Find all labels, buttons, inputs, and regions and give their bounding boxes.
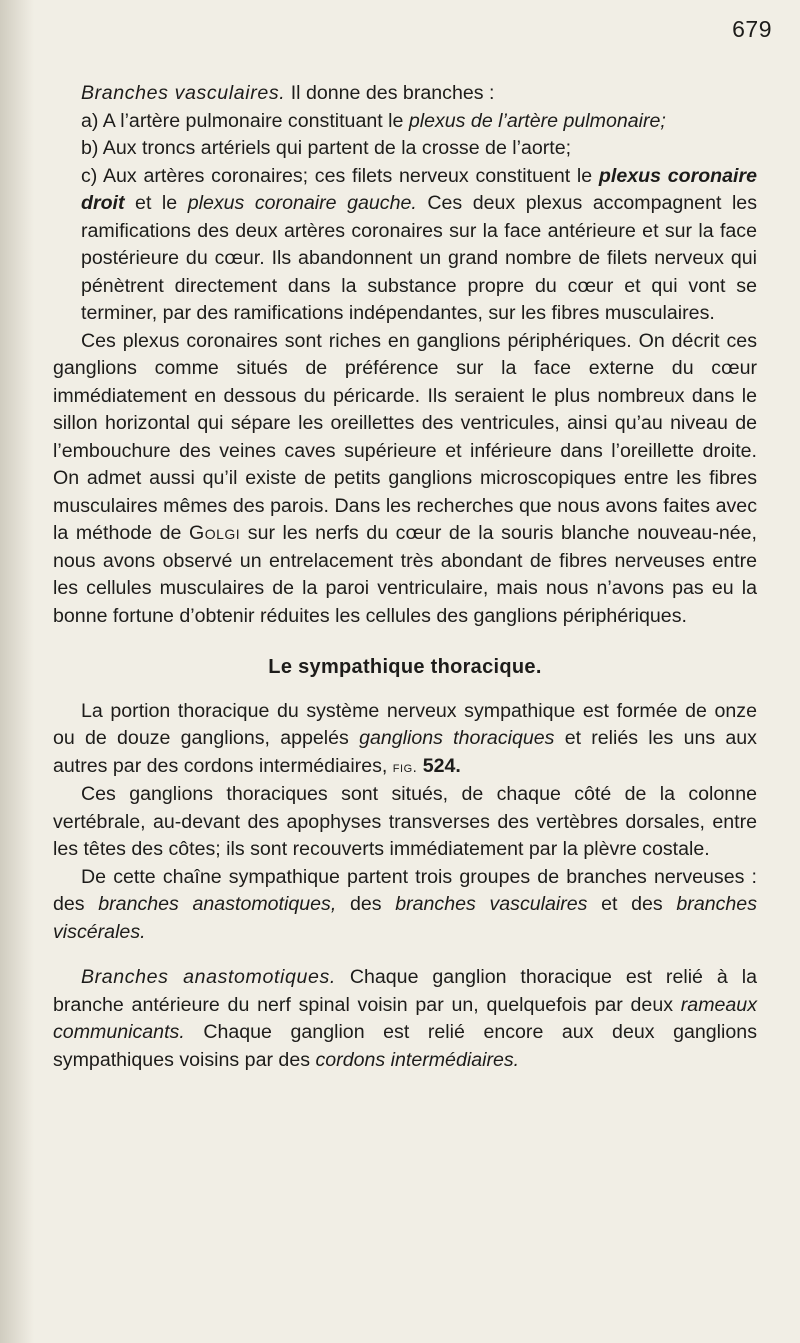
text-run: plexus coronaire gauche. (187, 192, 417, 214)
text-run: Chaque ganglion thoracique est relié à la branche antérieure du nerf spinal voisin par un, quelquefois par deux (53, 966, 757, 1016)
text-run: ganglions thoraciques (359, 727, 555, 749)
text-run: branches vasculaires (395, 893, 588, 915)
page-number: 679 (732, 16, 772, 42)
text-run: Il donne des branches : (285, 82, 495, 104)
paragraph (53, 328, 757, 631)
text-run: 524. (417, 754, 461, 777)
paragraph (53, 80, 757, 108)
text-run: branches anastomotiques, (98, 893, 337, 915)
page-text (53, 80, 757, 1074)
text-run: et des (587, 893, 677, 915)
paragraph (53, 781, 757, 864)
list-item (53, 135, 757, 163)
text-run: c) Aux artères coronaires; ces filets nerveux constituent le (81, 164, 599, 187)
paragraph (53, 964, 757, 1074)
text-run: a) A l’artère pulmonaire constituant le (81, 109, 409, 132)
text-run: Ces deux plexus accompagnent les ramifications des deux artères coronaires sur la face antérieure et sur la face postérieure du cœur. Ils abandonnent un grand nombre de filets nerveux qui pénètrent directement dans la substance propre du cœur et qui vont se terminer, par des ramifications indépendantes, sur les fibres musculaires. (81, 192, 757, 324)
text-run: rameaux communicants. (53, 993, 757, 1043)
text-run: sur les nerfs du cœur de la souris blanche nouveau-née, nous avons observé un entrelacement très abondant de fibres nerveuses entre les cellules musculaires de la paroi ventriculaire, mais nous n’avons pas eu la bonne fortune d’obtenir réduites les cellules des ganglions périphériques. (53, 522, 757, 627)
list-item (53, 108, 757, 136)
text-run: Branches vasculaires. (81, 82, 286, 104)
text-run: Ces ganglions thoraciques sont situés, de chaque côté de la colonne vertébrale, au-devant des apophyses transverses des vertèbres dorsales, entre les têtes des côtes; ils sont recouverts immédiatement par la plèvre costale. (53, 783, 757, 860)
text-run: et le (124, 192, 188, 214)
paragraph-gap (53, 946, 757, 964)
text-run: La portion thoracique du système nerveux sympathique est formée de onze ou de douze ganglions, appelés (53, 699, 757, 749)
text-run: fig. (392, 758, 418, 776)
text-run: Golgi (189, 522, 241, 544)
text-run: b) Aux troncs artériels qui partent de la crosse de l’aorte; (81, 137, 572, 159)
list-item (53, 163, 757, 328)
text-run: et reliés les uns aux autres par des cordons intermédiaires, (53, 727, 757, 777)
text-run: plexus de l’artère pulmonaire; (408, 109, 666, 132)
text-run: Chaque ganglion est relié encore aux deux ganglions sympathiques voisins par des (53, 1021, 757, 1071)
text-run: Ces plexus coronaires sont riches en ganglions périphériques. On décrit ces ganglions comme situés de préférence sur la face externe du cœur immédiatement en dessous du péricarde. Ils seraient le plus nombreux dans le sillon horizontal qui sépare les oreillettes des ventricules, ainsi qu’au niveau de l’embouchure des veines caves supérieure et inférieure dans l’oreillette droite. On admet aussi qu’il existe de petits ganglions microscopiques entre les fibres musculaires mêmes des parois. Dans les recherches que nous avons faites avec la méthode de (53, 329, 757, 544)
text-run: des (336, 893, 396, 915)
paragraph (53, 864, 757, 947)
paragraph (53, 698, 757, 782)
text-run: De cette chaîne sympathique partent trois groupes de branches nerveuses : des (53, 865, 757, 915)
text-run: Branches anastomotiques. (81, 966, 336, 988)
text-run: branches viscérales. (53, 893, 757, 943)
section-title (53, 654, 757, 682)
text-run: plexus coronaire droit (81, 164, 758, 214)
text-run: Le sympathique thoracique. (268, 656, 542, 678)
text-run: cordons intermédiaires. (315, 1048, 520, 1071)
